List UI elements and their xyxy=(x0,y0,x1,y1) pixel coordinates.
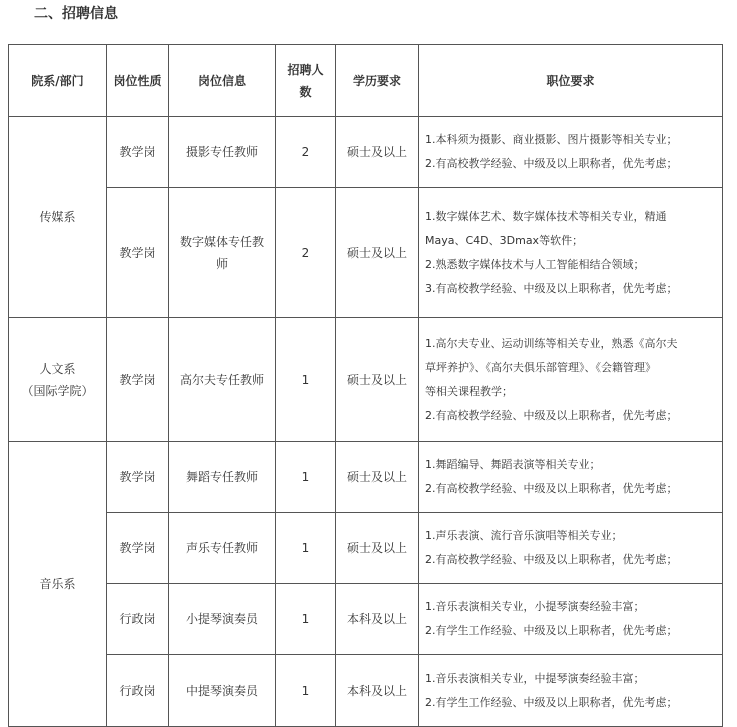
requirement-line: 1.本科须为摄影、商业摄影、图片摄影等相关专业； xyxy=(425,133,678,146)
position-cell: 声乐专任教师 xyxy=(169,513,276,584)
requirements-cell xyxy=(419,513,723,584)
table-row xyxy=(9,117,723,188)
position-cell xyxy=(169,188,276,318)
requirement-line: 草坪养护》、《高尔夫俱乐部管理》、《会籍管理》 xyxy=(425,360,656,374)
header-education: 学历要求 xyxy=(336,45,419,117)
recruitment-table xyxy=(8,44,723,727)
requirements-cell xyxy=(419,442,723,513)
education-cell: 硕士及以上 xyxy=(336,442,419,513)
requirement-line: 等相关课程教学； xyxy=(425,384,513,398)
header-count-line1: 招聘人 xyxy=(287,62,324,77)
education-cell: 硕士及以上 xyxy=(336,117,419,188)
header-requirements: 职位要求 xyxy=(419,45,723,117)
department-name: 人文系 xyxy=(39,361,76,376)
header-count-line2: 数 xyxy=(299,84,312,99)
education-cell: 硕士及以上 xyxy=(336,318,419,442)
header-department: 院系/部门 xyxy=(9,45,107,117)
table-row xyxy=(9,318,723,442)
position-line: 师 xyxy=(215,256,228,271)
requirement-line: Maya、C4D、3Dmax等软件； xyxy=(425,233,584,247)
position-cell: 高尔夫专任教师 xyxy=(169,318,276,442)
position-line: 数字媒体专任教 xyxy=(179,234,264,249)
position-cell: 小提琴演奏员 xyxy=(169,584,276,655)
education-cell: 本科及以上 xyxy=(336,584,419,655)
requirement-line: 2.有高校教学经验、中级及以上职称者，优先考虑； xyxy=(425,157,678,170)
requirements-cell xyxy=(419,584,723,655)
position-cell: 舞蹈专任教师 xyxy=(169,442,276,513)
table-row xyxy=(9,188,723,318)
header-position: 岗位信息 xyxy=(169,45,276,117)
position-cell: 摄影专任教师 xyxy=(169,117,276,188)
count-cell: 1 xyxy=(276,655,336,727)
requirement-line: 2.有高校教学经验、中级及以上职称者，优先考虑； xyxy=(425,553,678,566)
section-title: 二、招聘信息 xyxy=(34,6,118,22)
requirements-cell xyxy=(419,117,723,188)
education-cell: 硕士及以上 xyxy=(336,513,419,584)
department-name-sub: （国际学院） xyxy=(21,383,94,398)
requirements-cell xyxy=(419,318,723,442)
requirement-line: 2.熟悉数字媒体技术与人工智能相结合领域； xyxy=(425,257,645,271)
department-cell xyxy=(9,318,107,442)
department-cell xyxy=(9,442,107,727)
nature-cell: 行政岗 xyxy=(107,655,169,727)
table-row xyxy=(9,655,723,727)
requirement-line: 2.有高校教学经验、中级及以上职称者，优先考虑； xyxy=(425,408,678,422)
requirement-line: 2.有高校教学经验、中级及以上职称者，优先考虑； xyxy=(425,482,678,495)
requirement-line: 1.音乐表演相关专业，中提琴演奏经验丰富； xyxy=(425,671,645,685)
count-cell: 1 xyxy=(276,584,336,655)
requirement-line: 1.高尔夫专业、运动训练等相关专业，熟悉《高尔夫 xyxy=(425,336,678,350)
header-row xyxy=(9,45,723,117)
nature-cell: 教学岗 xyxy=(107,513,169,584)
count-cell: 1 xyxy=(276,318,336,442)
table-row xyxy=(9,584,723,655)
requirement-line: 1.音乐表演相关专业，小提琴演奏经验丰富； xyxy=(425,600,645,613)
table-row xyxy=(9,442,723,513)
nature-cell: 教学岗 xyxy=(107,442,169,513)
count-cell: 1 xyxy=(276,513,336,584)
nature-cell: 教学岗 xyxy=(107,117,169,188)
department-cell xyxy=(9,117,107,318)
requirement-line: 2.有学生工作经验、中级及以上职称者，优先考虑； xyxy=(425,695,678,709)
header-count xyxy=(276,45,336,117)
requirements-cell xyxy=(419,188,723,318)
count-cell: 2 xyxy=(276,188,336,318)
requirement-line: 1.舞蹈编导、舞蹈表演等相关专业； xyxy=(425,458,601,471)
requirement-line: 3.有高校教学经验、中级及以上职称者，优先考虑； xyxy=(425,281,678,295)
requirements-cell xyxy=(419,655,723,727)
requirement-line: 1.数字媒体艺术、数字媒体技术等相关专业，精通 xyxy=(425,209,667,223)
department-name: 传媒系 xyxy=(39,210,76,224)
count-cell: 2 xyxy=(276,117,336,188)
count-cell: 1 xyxy=(276,442,336,513)
header-nature: 岗位性质 xyxy=(107,45,169,117)
nature-cell: 教学岗 xyxy=(107,188,169,318)
department-name: 音乐系 xyxy=(39,577,76,591)
nature-cell: 教学岗 xyxy=(107,318,169,442)
education-cell: 硕士及以上 xyxy=(336,188,419,318)
table-row xyxy=(9,513,723,584)
nature-cell: 行政岗 xyxy=(107,584,169,655)
education-cell: 本科及以上 xyxy=(336,655,419,727)
position-cell: 中提琴演奏员 xyxy=(169,655,276,727)
requirement-line: 2.有学生工作经验、中级及以上职称者，优先考虑； xyxy=(425,624,678,637)
requirement-line: 1.声乐表演、流行音乐演唱等相关专业； xyxy=(425,529,623,542)
